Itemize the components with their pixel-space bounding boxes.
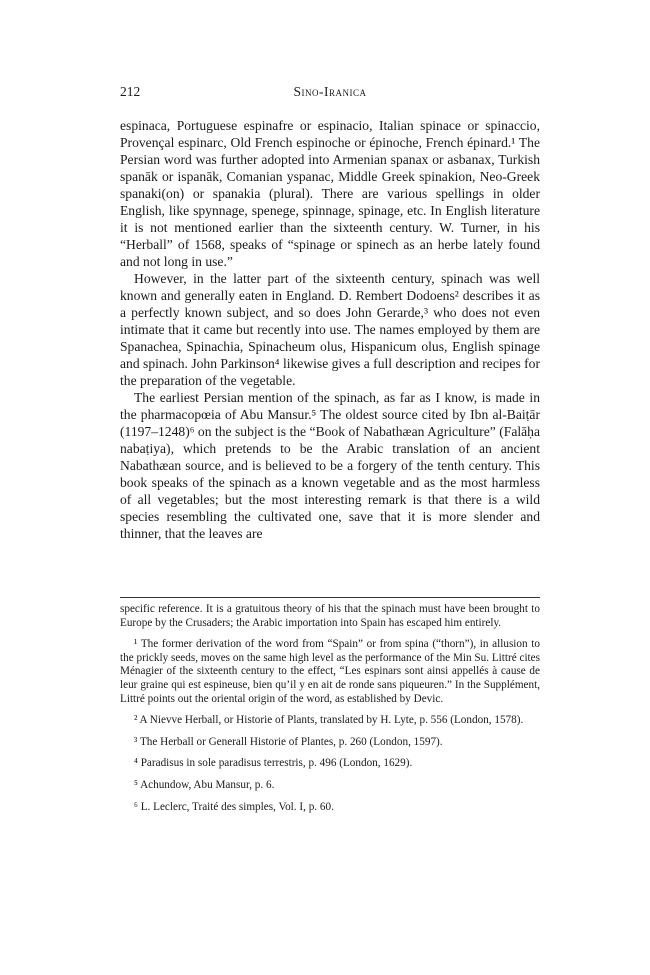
running-title: Sino-Iranica xyxy=(293,84,367,99)
footnote-6: ⁶ L. Leclerc, Traité des simples, Vol. I, p. 60. xyxy=(134,800,334,813)
paragraph: However, in the latter part of the sixteenth century, spinach was well known and generally eaten in England. D. Rembert Dodoens² describes it as a perfectly known subject, and so does John Gerarde,³ who does not even intimate that it came but recently into use. The names employed by them are Spanachea, Spinachia, Spinacheum olus, Hispanicum olus, English spinage and spinach. John Parkinson⁴ likewise gives a full description and recipes for the preparation of the vegetable. xyxy=(120,271,541,388)
page-header xyxy=(120,84,540,104)
main-text xyxy=(120,117,540,542)
paragraph-continued: espinaca, Portuguese espinafre or espinacio, Italian spinace or spinaccio, Provençal espinarc, Old French espinoche or épinoche, French épinard.¹ The Persian word was further adopted into Armenian spanax or asbanax, Turkish spanāk or ispanāk, Comanian yspanac, Middle Greek spinakion, Neo-Greek spanaki(on) or spanakia (plural). There are various spellings in older English, like spynnage, spenege, spinnage, spinage, etc. In English literature it is not mentioned earlier than the sixteenth century. W. Turner, in his “Herball” of 1568, speaks of “spinage or spinech as an herbe lately found and not long in use.” xyxy=(120,118,540,269)
footnote-rule xyxy=(120,597,540,598)
footnote-4: ⁴ Paradisus in sole paradisus terrestris, p. 496 (London, 1629). xyxy=(134,757,413,770)
page-number: 212 xyxy=(120,84,141,99)
footnote-1: ¹ The former derivation of the word from “Spain” or from spina (“thorn”), in allusion to the prickly seeds, moves on the same high level as the performance of the Min Su. Littré cites Ménagier of the sixteenth century to the effect, “Les espinars sont ainsi appellés à cause de leur graine qui est espineuse, bien qu’il y en ait de ronde sans piqueuren.” In the Supplément, Littré points out the oriental origin of the word, as established by Devic. xyxy=(120,638,540,705)
footnotes xyxy=(120,603,540,822)
footnote-2: ² A Nievve Herball, or Historie of Plants, translated by H. Lyte, p. 556 (London, 1578). xyxy=(134,714,524,727)
paragraph: The earliest Persian mention of the spinach, as far as I know, is made in the pharmacopœia of Abu Mansur.⁵ The oldest source cited by Ibn al-Baiṭār (1197–1248)⁶ on the subject is the “Book of Nabathæan Agriculture” (Falāḥa nabaṭiya), which pretends to be the Arabic translation of an ancient Nabathæan source, and is believed to be a forgery of the tenth century. This book speaks of the spinach as a known vegetable and as the most harmless of all vegetables; but the most interesting remark is that there is a wild species resembling the cultivated one, save that it is more slender and thinner, that the leaves are xyxy=(120,390,540,541)
footnote-3: ³ The Herball or Generall Historie of Plantes, p. 260 (London, 1597). xyxy=(134,735,443,748)
footnote-5: ⁵ Achundow, Abu Mansur, p. 6. xyxy=(134,778,275,791)
footnote-continued: specific reference. It is a gratuitous theory of his that the spinach must have been brought to Europe by the Crusaders; the Arabic importation into Spain has escaped him entirely. xyxy=(120,603,540,629)
